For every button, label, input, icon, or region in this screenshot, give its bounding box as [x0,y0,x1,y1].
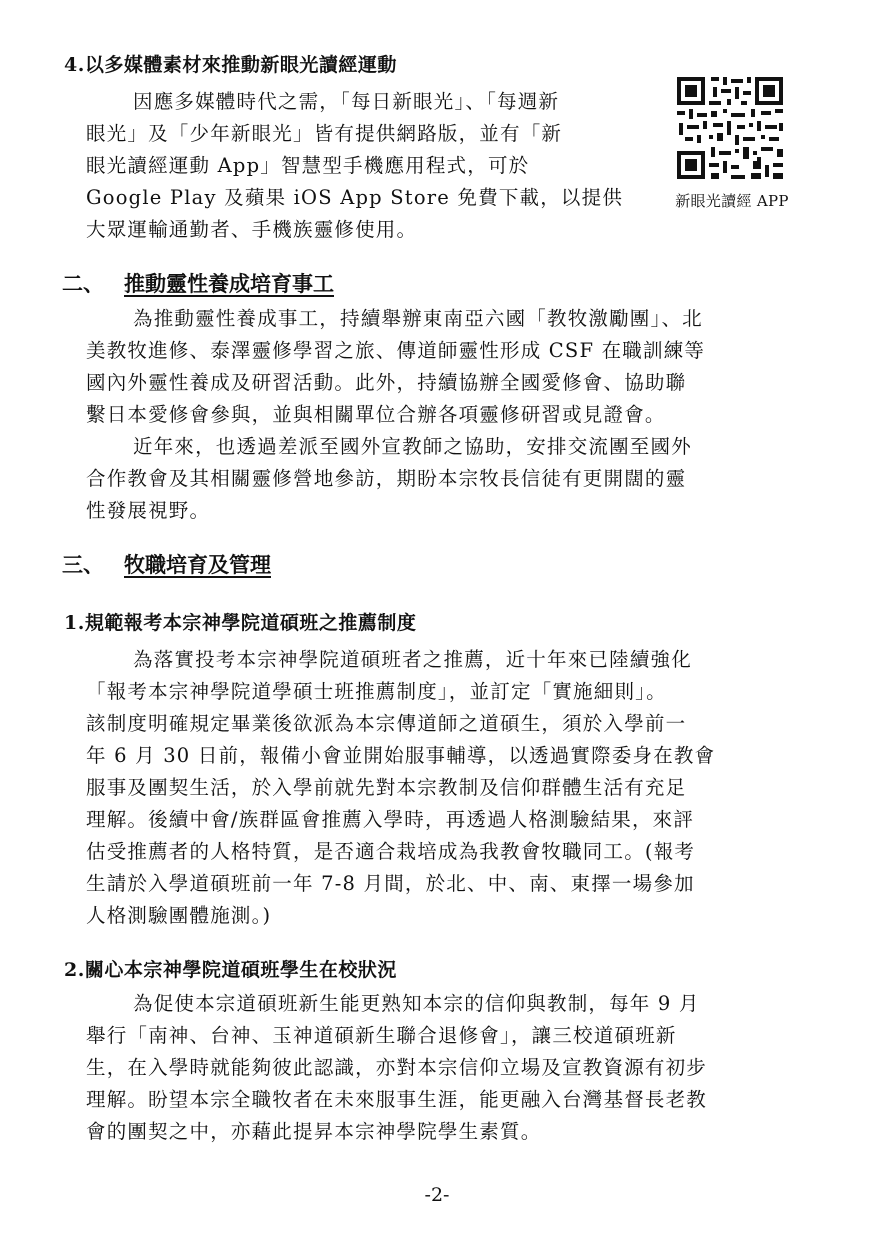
section-4-line-4: Google Play 及蘋果 iOS App Store 免費下載，以提供 [86,186,624,209]
app-qr-code-icon [674,74,786,182]
subsection-1-line-1: 為落實投考本宗神學院道碩班者之推薦，近十年來已陸續強化 [133,648,692,671]
subsection-1-line-8: 生請於入學道碩班前一年 7-8 月間，於北、中、南、東擇一場參加 [86,872,695,895]
section-two-title: 推動靈性養成培育事工 [124,272,334,296]
section-two-line-2: 美教牧進修、泰澤靈修學習之旅、傳道師靈性形成 CSF 在職訓練等 [86,339,706,362]
subsection-2-line-1: 為促使本宗道碩班新生能更熟知本宗的信仰與教制，每年 9 月 [133,992,700,1015]
section-4-line-3: 眼光讀經運動 App」智慧型手機應用程式，可於 [86,154,530,177]
subsection-2-line-2: 舉行「南神、台神、玉神道碩新生聯合退修會」，讓三校道碩班新 [86,1024,677,1047]
subsection-2-line-5: 會的團契之中，亦藉此提昇本宗神學院學生素質。 [86,1120,542,1143]
app-qr-block [674,74,789,210]
subsection-1-line-6: 理解。後續中會/族群區會推薦入學時，再透過人格測驗結果，來評 [86,808,695,831]
section-two-line-4: 繫日本愛修會參與，並與相關單位合辦各項靈修研習或見證會。 [86,403,666,426]
subsection-1-line-7: 估受推薦者的人格特質，是否適合栽培成為我教會牧職同工。(報考 [86,840,696,863]
section-4-line-5: 大眾運輸通勤者、手機族靈修使用。 [86,218,418,241]
section-4-line-2: 眼光」及「少年新眼光」皆有提供網路版，並有「新 [86,122,563,145]
section-two-line-1: 為推動靈性養成事工，持續舉辦東南亞六國「教牧激勵團」、北 [133,307,703,330]
section-two-line-7: 性發展視野。 [86,499,211,522]
subsection-1-line-5: 服事及團契生活，於入學前就先對本宗教制及信仰群體生活有充足 [86,776,687,799]
subsection-2-line-4: 理解。盼望本宗全職牧者在未來服事生涯，能更融入台灣基督長老教 [86,1088,708,1111]
subsection-1-line-3: 該制度明確規定畢業後欲派為本宗傳道師之道碩生，須於入學前一 [86,712,687,735]
subsection-1-line-2: 「報考本宗神學院道學碩士班推薦制度」，並訂定「實施細則」。 [86,680,667,703]
section-three-heading [62,549,271,579]
subsection-1-heading: 1.規範報考本宗神學院道碩班之推薦制度 [64,612,417,634]
subsection-2-line-3: 生，在入學時就能夠彼此認識，亦對本宗信仰立場及宣教資源有初步 [86,1056,708,1079]
section-three-number: 三、 [62,553,104,577]
section-two-line-5: 近年來，也透過差派至國外宣教師之協助，安排交流團至國外 [133,435,692,458]
section-two-line-6: 合作教會及其相關靈修營地參訪，期盼本宗牧長信徒有更開闊的靈 [86,467,687,490]
section-two-line-3: 國內外靈性養成及研習活動。此外，持續協辦全國愛修會、協助聯 [86,371,687,394]
section-two-number: 二、 [62,272,104,296]
section-4-line-1: 因應多媒體時代之需，「每日新眼光」、「每週新 [133,90,560,113]
subsection-1-line-9: 人格測驗團體施測。) [86,904,272,927]
page-number: -2- [424,1184,450,1206]
subsection-2-heading: 2.關心本宗神學院道碩班學生在校狀況 [64,959,397,981]
section-three-title: 牧職培育及管理 [124,553,271,577]
section-two-heading [62,268,334,298]
subsection-1-line-4: 年 6 月 30 日前，報備小會並開始服事輔導，以透過實際委身在教會 [86,744,716,767]
qr-caption: 新眼光讀經 APP [675,192,789,210]
section-4-heading: 4.以多媒體素材來推動新眼光讀經運動 [64,54,397,76]
